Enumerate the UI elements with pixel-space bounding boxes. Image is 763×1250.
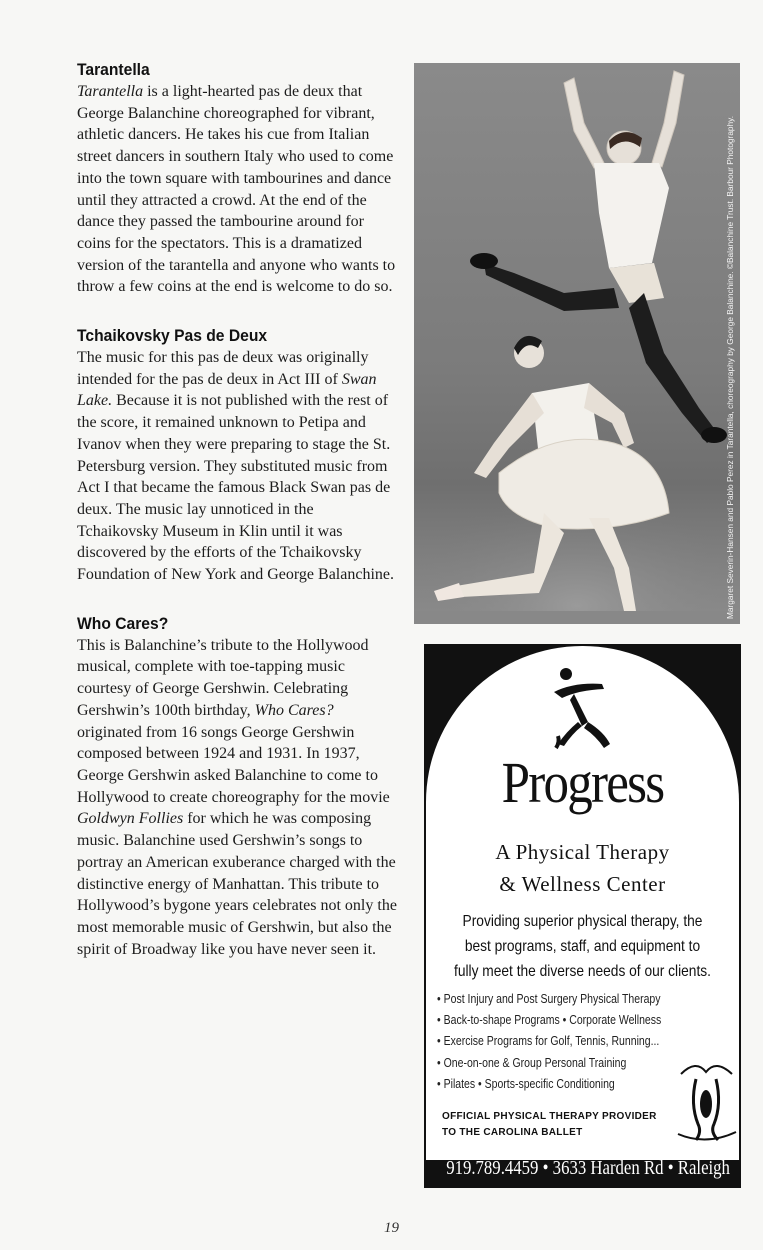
ad-description: Providing superior physical therapy, the best programs, staff, and equipment to fully meet the diverse needs of our clients. [453,913,711,980]
italic-run: Tarantella [77,83,144,100]
ballet-photo [414,63,740,624]
services-list [437,989,661,1095]
section-body [77,81,397,298]
italic-run: Swan Lake. [77,370,377,410]
dancers-illustration [414,63,740,624]
section-title: Tchaikovsky Pas de Deux [77,326,268,346]
section-title: Who Cares? [77,613,169,633]
italic-run: Goldwyn Follies [77,810,184,828]
section-body [77,347,397,586]
fitness-figure-icon [676,1054,738,1144]
brand-subtitle: & Wellness Center [499,872,666,896]
dancer-logo-icon [544,662,620,758]
photo-credit: Margaret Severin-Hansen and Pablo Perez in Tarantella, choreography by George Balanchine. ©Balanchine Trust. Barbour Photography. [725,116,735,619]
page-number: 19 [384,1220,399,1236]
list-item: • Exercise Programs for Golf, Tennis, Running... [437,1031,661,1052]
list-item: • Pilates • Sports-specific Conditioning [437,1074,661,1095]
text-run: for which he was composing music. Balanchine used Gershwin’s songs to portray an American exuberance charged with the distinctive energy of Manhattan. This tribute to Hollywood’s bygone years celebrates not only the most memorable music of Gershwin, but also the spirit of Broadway like you have never seen it. [77,810,397,958]
section-tchaikovsky [77,326,397,586]
text-run: This is Balanchine’s tribute to the Hollywood musical, complete with toe-tapping music courtesy of George Gershwin. Celebrating Gershwin’s 100th birthday, [77,636,369,719]
text-run: originated from 16 songs George Gershwin composed between 1924 and 1931. In 1937, George Gershwin asked Balanchine to come to Hollywood to create choreography for the movie [77,723,390,806]
list-item: • Post Injury and Post Surgery Physical Therapy [437,989,661,1010]
section-body [77,635,397,961]
official-provider-note [442,1109,657,1141]
section-tarantella [77,60,397,298]
list-item: • Back-to-shape Programs • Corporate Wellness [437,1010,661,1031]
progress-advertisement [424,644,741,1188]
section-who-cares [77,614,397,961]
official-line: OFFICIAL PHYSICAL THERAPY PROVIDER [442,1111,657,1122]
text-run: is a light-hearted pas de deux that George Balanchine choreographed for vibrant, athletic dancers. He takes his cue from Italian street dancers in southern Italy who used to come into the town square with tambourines and dance until they attracted a crowd. At the end of the dance they passed the tambourine around for coins for the spectators. This is a dramatized version of the tarantella and anyone who wants to throw a few coins at the end is welcome to do so. [77,83,396,296]
text-run: Because it is not published with the rest of the score, it remained unknown to Petipa and Ivanov when they were preparing to stage the St. Petersburg version. They substituted music from Act I that became the famous Black Swan pas de deux. The music lay unnoticed in the Tchaikovsky Museum in Klin until it was discovered by the efforts of the Tchaikovsky Foundation of New York and George Balanchine. [77,392,394,584]
brand-name: Progress [501,750,664,815]
italic-run: Who Cares? [254,701,334,719]
official-line: TO THE CAROLINA BALLET [442,1127,583,1138]
list-item: • One-on-one & Group Personal Training [437,1053,661,1074]
brand-subtitle: A Physical Therapy [495,840,670,864]
article-column [77,60,397,960]
section-title: Tarantella [77,60,150,79]
text-run: The music for this pas de deux was originally intended for the pas de deux in Act III of [77,349,369,388]
contact-line: 919.789.4459 • 3633 Harden Rd • Raleigh [446,1158,730,1179]
